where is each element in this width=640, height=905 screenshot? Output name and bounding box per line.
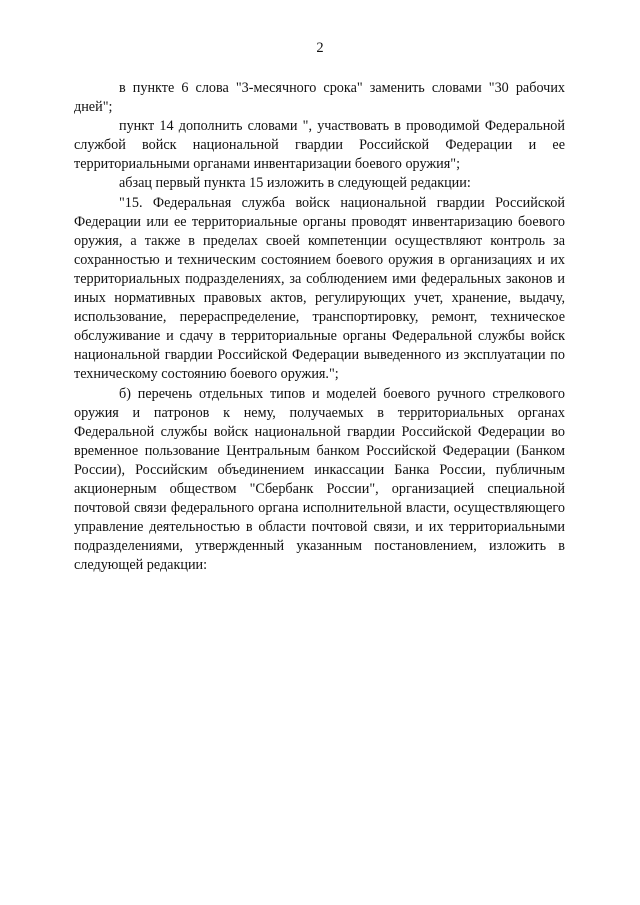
paragraph: в пункте 6 слова "3-месячного срока" заменить словами "30 рабочих дней"; (74, 80, 565, 116)
paragraph: "15. Федеральная служба войск национальной гвардии Российской Федерации или ее территориальные органы проводят инвентаризацию боевого оружия, а также в пределах своей компетенции осуществляют контроль за сохранностью и техническим состоянием боевого оружия в организациях и их территориальных подразделениях, за соблюдением ими федеральных законов и иных нормативных правовых актов, регулирующих учет, хранение, выдачу, использование, перераспределение, транспортировку, ремонт, техническое обслуживание и сдачу в территориальные органы Федеральной службы войск национальной гвардии Российской Федерации выведенного из эксплуатации по техническому состоянию боевого оружия."; (74, 194, 565, 383)
paragraph: б) перечень отдельных типов и моделей боевого ручного стрелкового оружия и патронов к нему, получаемых в территориальных органах Федеральной службы войск национальной гвардии Российской Федерации во временное пользование Центральным банком Российской Федерации (Банком России), Российским объединением инкассации Банка России, публичным акционерным обществом "Сбербанк России", организацией специальной почтовой связи федерального органа исполнительной власти, осуществляющего управление деятельностью в области почтовой связи, и их территориальными подразделениями, утвержденный указанным постановлением, изложить в следующей редакции: (74, 385, 565, 574)
page-number: 2 (316, 40, 324, 56)
document-body (74, 79, 565, 575)
paragraph: абзац первый пункта 15 изложить в следующей редакции: (119, 175, 471, 192)
paragraph: пункт 14 дополнить словами ", участвовать в проводимой Федеральной службой войск национальной гвардии Российской Федерации и ее территориальными органами инвентаризации боевого оружия"; (74, 118, 565, 173)
